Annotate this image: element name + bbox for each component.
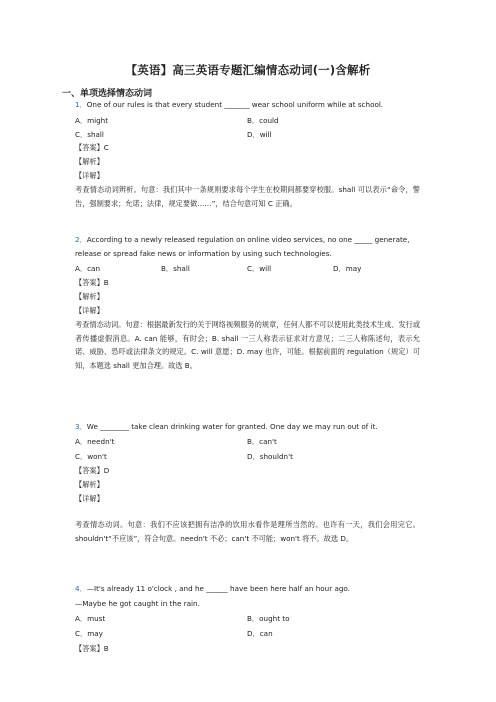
- question-number: 4．: [75, 584, 87, 593]
- option-b: B．ought to: [247, 614, 290, 623]
- option-c: C．will: [247, 264, 272, 273]
- option-d: D．will: [247, 130, 272, 139]
- question-3-stem: [75, 422, 378, 432]
- option-b: B．shall: [161, 264, 190, 273]
- option-a: A．can: [75, 264, 101, 273]
- question-text: According to a newly released regulation on online video services, no one _____ generate,: [86, 235, 410, 244]
- question-text: —It's already 11 o'clock , and he ______ have been here half an hour ago.: [86, 584, 350, 593]
- option-c: C．shall: [75, 130, 104, 139]
- option-d: D．may: [333, 264, 362, 273]
- option-d: D．shouldn't: [247, 452, 293, 461]
- option-a: A．might: [75, 116, 109, 125]
- analysis-label: 【解析】: [75, 157, 104, 166]
- option-c: C．may: [75, 629, 103, 638]
- answer-label: 【答案】B: [75, 278, 109, 287]
- analysis-label: 【解析】: [75, 480, 104, 489]
- answer-label: 【答案】B: [75, 644, 109, 653]
- option-a: A．needn't: [75, 437, 115, 446]
- question-4-reply: —Maybe he got caught in the rain.: [75, 599, 200, 608]
- option-d: D．can: [247, 629, 273, 638]
- explanation: 考查情态动词。句意：我们不应该把拥有洁净的饮用水看作是理所当然的。也许有一天，我们会用完它。shouldn't“不应该”，符合句意。needn't 不必；can't 不可能；won't 将不。故选 D。: [75, 520, 420, 543]
- question-2-stem-line1: [75, 235, 410, 245]
- detail-label: 【详解】: [75, 306, 104, 315]
- option-b: B．could: [247, 116, 279, 125]
- explanation: 考查情态动词。句意：根据最新发行的关于网络视频服务的规章，任何人都不可以使用此类技术生成、发行或者传播虚假消息。A. can 能够，有时会；B. shall 一三人称表示征求对方意见；二三人称陈述句，表示允诺、威胁、恐吓或法律条文的规定。C. will 意愿；D. may 也许，可能。根据前面的 regulation（规定）可知，本题选 shall 更加合理。故选 B。: [75, 320, 421, 370]
- document-title: 【英语】高三英语专题汇编情态动词(一)含解析: [125, 63, 371, 77]
- question-number: 2．: [75, 235, 87, 244]
- explanation: 考查情态动词辨析。句意：我们其中一条规则要求每个学生在校期间都要穿校服。shall 可以表示“命令，警告，强制要求；允诺；法律，规定要做……”，结合句意可知 C 正确。: [75, 185, 420, 208]
- answer-label: 【答案】D: [75, 466, 110, 475]
- detail-label: 【详解】: [75, 171, 104, 180]
- question-number: 1．: [75, 100, 87, 109]
- question-text: One of our rules is that every student _______ wear school uniform while at school.: [86, 100, 384, 109]
- answer-label: 【答案】C: [75, 143, 109, 152]
- detail-label: 【详解】: [75, 494, 104, 503]
- option-c: C．won't: [75, 452, 107, 461]
- question-text: We ________ take clean drinking water for granted. One day we may run out of it.: [86, 422, 378, 431]
- question-number: 3．: [75, 422, 87, 431]
- question-1-stem: [75, 100, 383, 110]
- question-2-stem-line2: release or spread fake news or information by using such technologies.: [75, 249, 332, 258]
- option-a: A．must: [75, 614, 106, 623]
- question-4-stem: [75, 584, 350, 594]
- analysis-label: 【解析】: [75, 292, 104, 301]
- option-b: B．can't: [247, 437, 277, 446]
- section-heading: 一、单项选择情态动词: [62, 89, 153, 99]
